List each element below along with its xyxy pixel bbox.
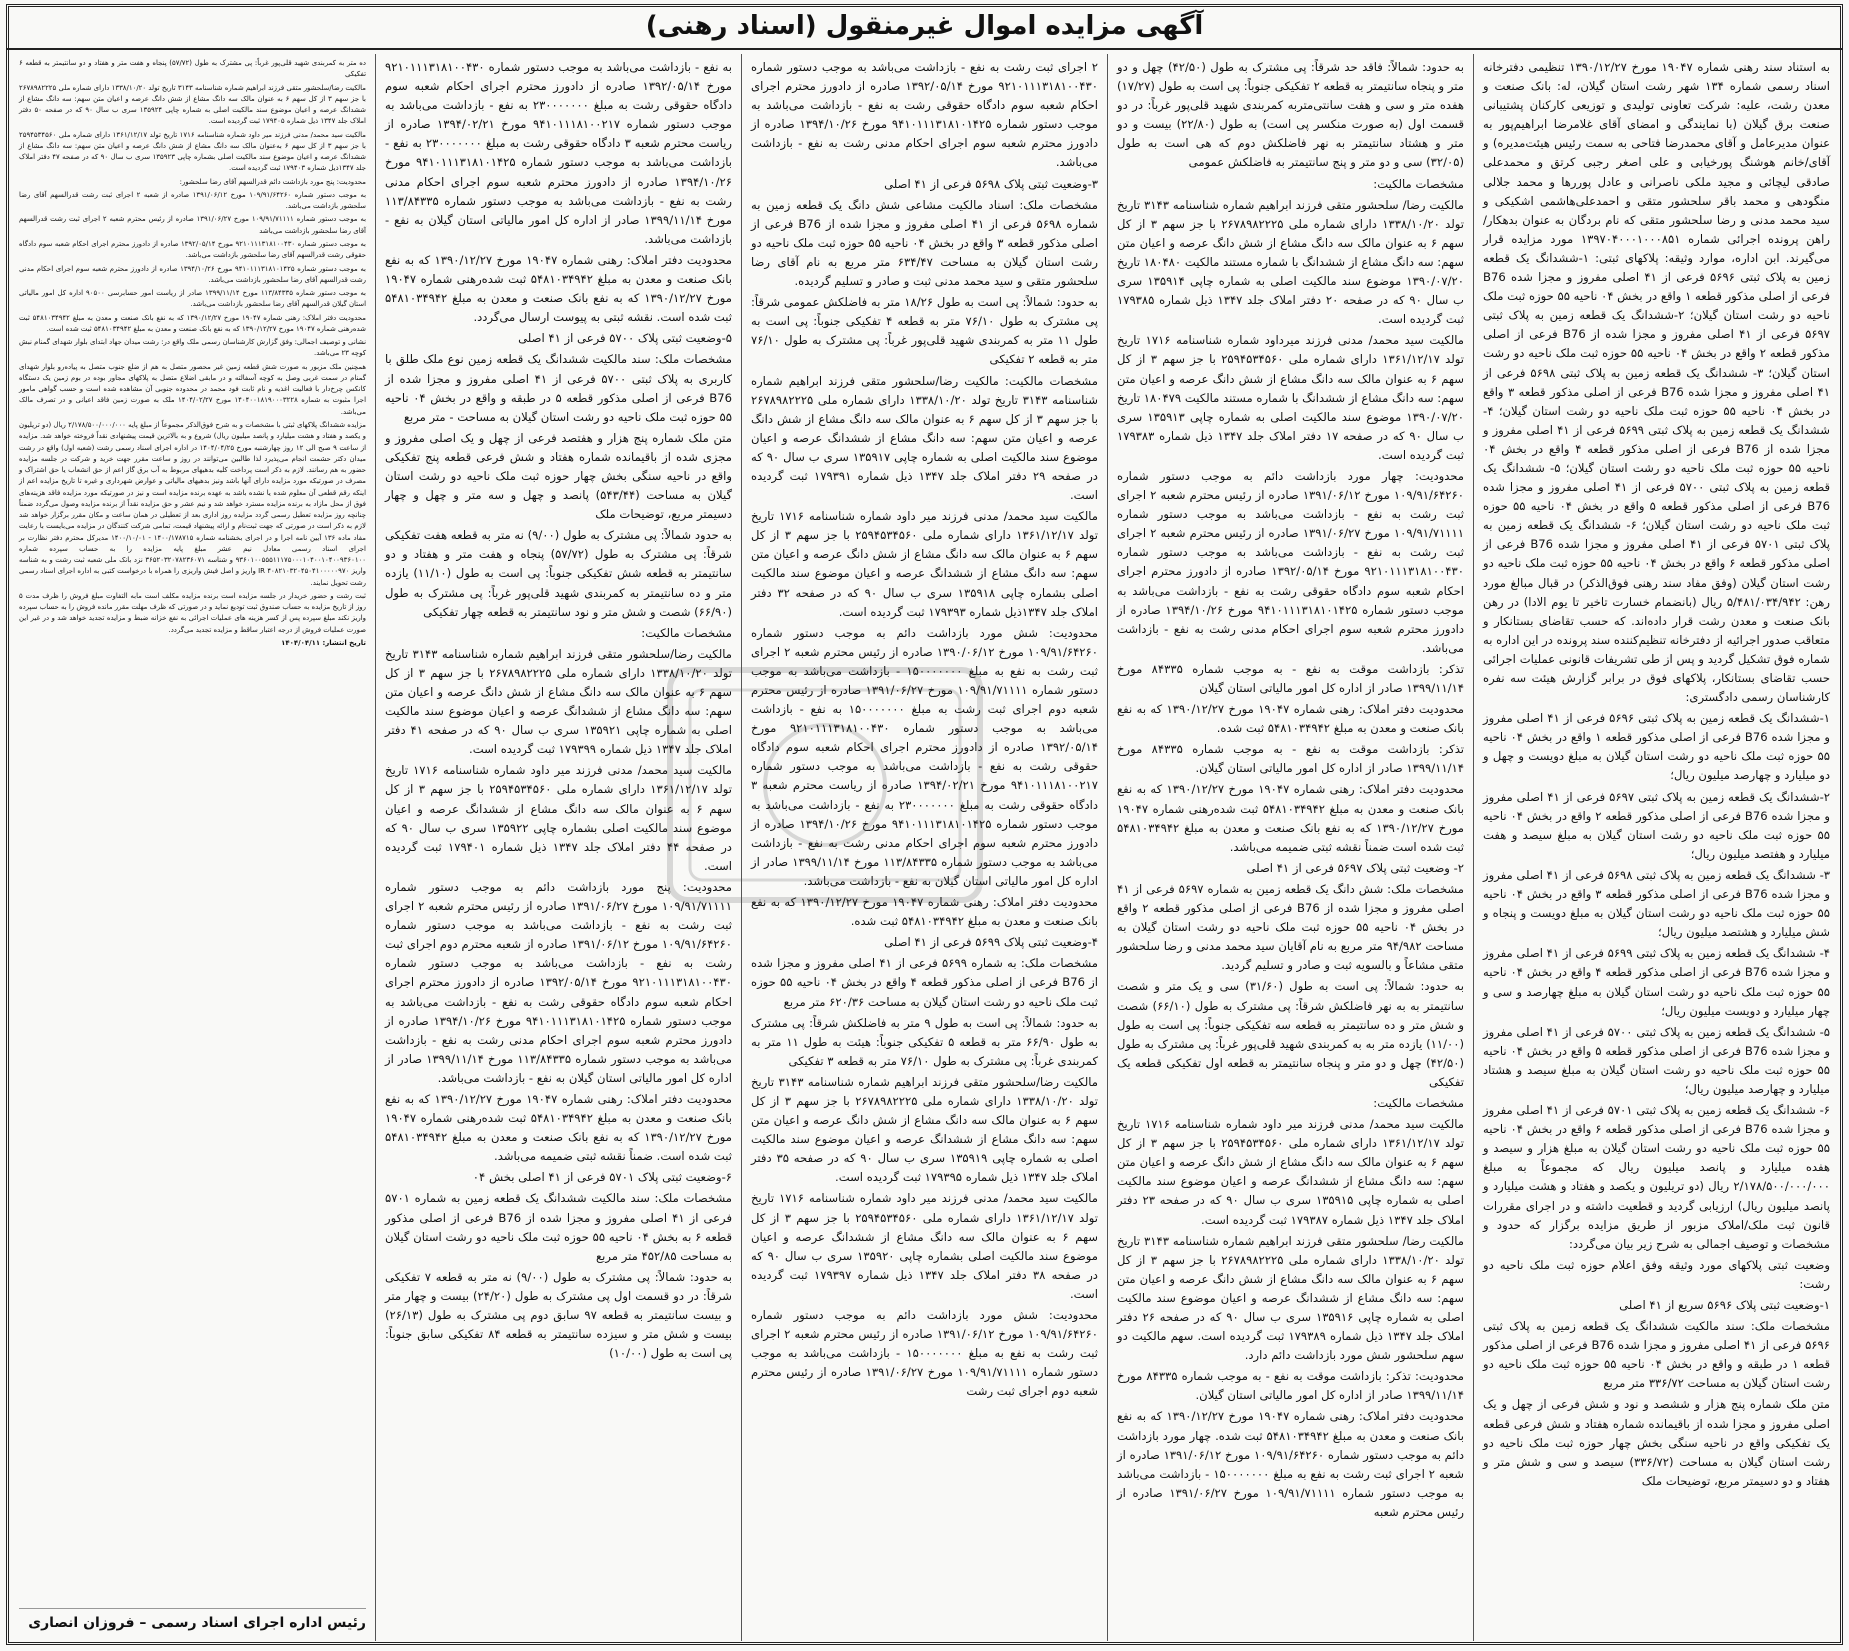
column-1-paragraph: ۶- ششدانگ یک قطعه زمین به پلاک ثبتی ۵۷۰۱ فرعی از ۴۱ اصلی مفروز و مجزا شده B76 فرعی از اصلی مذکور قطعه ۶ واقع در بخش ۰۴ ناحیه ۵۵ حوزه ثبت ملک ناحیه دو رشت استان گیلان به مبلغ هزار و سیصد و هفده میلیارد و پانصد میلیون ریال که مجموعاً به مبلغ ۲/۱۷۸/۵۰۰/۰۰۰/۰۰۰ ریال (دو تریلیون و یکصد و هفتاد و هشت میلیارد و پانصد میلیون ریال) ارزیابی گردید و قطعیت داشته و در اجرای مقررات قانون ثبت ملک/املاک مزبور از طریق مزایده برگزار که حدود و مشخصات و توصیف اجمالی به شرح زیر بیان می‌گردد:: [1483, 1103, 1830, 1251]
column-4: [375, 54, 741, 1641]
column-4-paragraph: متن ملک شماره پنج هزار و هفتصد فرعی از چهل و یک اصلی مفروز و مجزی شده از باقیمانده شماره هفتاد و شش فرعی قطعه پنج تفکیکی واقع در ناحیه سنگی بخش چهار حوزه ثبت ملک ناحیه دو رشت استان گیلان به مساحت (۵۴۳/۴۴) پانصد و چهل و سه متر و چهل و چهار دسیمتر مربع، توضیحات ملک: [385, 430, 732, 522]
column-3-paragraph: به حدود: شمالاً: پی است به طول ۱۸/۲۶ متر به فاضلکش عمومی شرقاً: پی مشترک به طول ۷۶/۱۰ متر به قطعه ۴ تفکیکی جنوباً: پی است به طول ۱۱ متر به کمربندی شهید قلی‌پور غرباً: پی مشترک به طول ۷۶/۱۰ متر به قطعه ۲ تفکیکی: [751, 295, 1099, 367]
column-1-paragraph: ۱-وضعیت ثبتی پلاک ۵۶۹۶ سریع از ۴۱ اصلی: [1619, 1298, 1830, 1312]
column-2: [1107, 54, 1473, 1641]
column-3-paragraph: محدودیت دفتر املاک: رهنی شماره ۱۹۰۴۷ مورخ ۱۳۹۰/۱۲/۲۷ که به نفع بانک صنعت و معدن به مبلغ ۵۴۸۱۰۳۴۹۴۲ ثبت شده.: [751, 895, 1099, 929]
column-4-paragraph: مالکیت سید محمد/ مدنی فرزند میر داود شماره شناسنامه ۱۷۱۶ تاریخ تولد ۱۳۶۱/۱۲/۱۷ دارای شماره ملی ۲۵۹۴۵۳۴۵۶۰ با جز سهم ۳ از کل سهم ۶ به عنوان مالک سه دانگ مشاع از ششدانگ عرصه و اعیان موضوع سند مالکیت اصلی بشماره چاپی ۱۳۵۹۲۲ سری ب سال ۹۰ که در صفحه ۴۴ دفتر املاک جلد ۱۳۴۷ ذیل شماره ۱۷۹۴۰۱ ثبت گردیده است.: [385, 763, 733, 873]
column-2-paragraph: تذکر: بازداشت موقت به نفع - به موجب شماره ۸۴۳۳۵ مورخ ۱۳۹۹/۱۱/۱۴ صادر از اداره کل امور مالیاتی استان گیلان: [1117, 661, 1465, 695]
column-3-paragraph: مشخصات ملک: به شماره ۵۶۹۹ فرعی از ۴۱ اصلی مفروز و مجزا شده از B76 فرعی از اصلی مذکور قطعه ۴ واقع در بخش ۰۴ ناحیه ۵۵ حوزه ثبت ملک ناحیه دو رشت استان گیلان به مساحت ۶۲۰/۳۶ متر مربع: [751, 956, 1099, 1009]
column-5-paragraph: نشانی و توصیف اجمالی: وفق گزارش کارشناسان رسمی ملک واقع در: رشت میدان جهاد ابتدای بلوار شهدای گمنام نبش کوچه ۲۳ می‌باشد.: [19, 338, 366, 358]
column-5-paragraph: ده متر به کمربندی شهید قلی‌پور غرباً: پی مشترک به طول (۵۷/۷۲) پنجاه و هفت متر و هفتاد و دو سانتیمتر به قطعه ۶ تفکیکی: [19, 59, 366, 79]
column-5: [10, 54, 375, 1641]
column-4-paragraph: ۵-وضعیت ثبتی پلاک ۵۷۰۰ فرعی از ۴۱ اصلی: [518, 331, 732, 346]
column-3-paragraph: محدودیت: شش مورد بازداشت دائم به موجب دستور شماره ۱۰۹/۹۱/۶۴۲۶۰ مورخ ۱۳۹۰/۰۶/۱۲ صادره از رئیس محترم شعبه ۲ اجرای ثبت رشت به نفع به مبلغ ۱۵۰۰۰۰۰۰۰ - بازداشت می‌باشد به موجب دستور شماره ۱۰۹/۹۱/۷۱۱۱۱ مورخ ۱۳۹۱/۰۶/۲۷ صادره از رئیس محترم شعبه دوم اجرای ثبت رشت به مبلغ ۱۵۰۰۰۰۰۰۰ به نفع - بازداشت می‌باشد به موجب دستور شماره ۹۲۱۰۱۱۱۳۱۸۱۰۰۴۳۰ مورخ ۱۳۹۲/۰۵/۱۴ صادره از دادورز محترم اجرای احکام شعبه سوم دادگاه حقوقی رشت به نفع - بازداشت می‌باشد به موجب دستور شماره ۹۴۱۰۱۱۱۸۱۰۰۲۱۷ مورخ ۱۳۹۴/۰۲/۲۱ صادره از ریاست محترم شعبه ۳ دادگاه حقوقی رشت به مبلغ ۲۳۰۰۰۰۰۰۰ به نفع - بازداشت می‌باشد به موجب دستور شماره ۹۴۱۰۱۱۱۳۱۸۱۰۱۴۲۵ مورخ ۱۳۹۴/۱۰/۲۶ صادره از دادورز محترم شعبه سوم اجرای احکام مدنی رشت به نفع - بازداشت می‌باشد به موجب دستور شماره ۱۱۳/۸۴۳۳۵ مورخ ۱۳۹۹/۱۱/۱۴ صادر از اداره کل امور مالیاتی استان گیلان به نفع - بازداشت می‌باشد.: [751, 625, 1099, 888]
column-4-paragraph: مشخصات ملک: سند مالکیت ششدانگ یک قطعه زمین نوع ملک طلق با کاربری به پلاک ثبتی ۵۷۰۰ فرعی از ۴۱ اصلی مفروز و مجزا شده از B76 فرعی از اصلی مذکور قطعه ۵ در طبقه و واقع در بخش ۰۴ ناحیه ۵۵ حوزه ثبت ملک ناحیه دو رشت استان گیلان به مساحت - متر مربع: [385, 352, 732, 424]
column-2-paragraph: مشخصات مالکیت:: [1373, 1095, 1464, 1110]
column-2-paragraph: مالکیت رضا/ سلحشور متقی فرزند ابراهیم شماره شناسنامه ۳۱۴۳ تاریخ تولد ۱۳۳۸/۱۰/۲۰ دارای شماره ملی ۲۶۷۸۹۸۲۲۲۵ با جز سهم ۳ از کل سهم ۶ به عنوان مالک سه دانگ مشاع از شش دانگ عرصه و اعیان متن سهم: سه دانگ مشاع از ششدانگ عرصه و اعیان موضوع سند مالکیت اصلی به شماره چاپی ۱۳۵۹۱۶ سری ب سال ۹۰ که در صفحه ۲۶ دفتر املاک جلد ۱۳۴۷ ذیل شماره ۱۷۹۳۸۹ ثبت گردیده است. سهم مالکیت دو سهم سلحشور شش مورد بازداشت دائم دارد.: [1117, 1233, 1465, 1363]
page-title: آگهی مزایده اموال غیرمنقول (اسناد رهنی): [645, 11, 1204, 41]
column-4-paragraph: مشخصات ملک: سند مالکیت ششدانگ یک قطعه زمین به شماره ۵۷۰۱ فرعی از ۴۱ اصلی مفروز و مجزا شده از B76 فرعی از اصلی مذکور قطعه ۶ به بخش ۰۴ ناحیه ۵۵ حوزه ثبت ملک ناحیه دو رشت استان گیلان به مساحت ۴۵۲/۸۵ متر مربع: [385, 1191, 733, 1263]
column-2-paragraph: به حدود: شمالاً: پی است به طول (۳۱/۶۰) سی و یک متر و شصت سانتیمتر به به نهر فاضلکش شرقاً: پی مشترک به طول (۶۶/۱۰) شصت و شش متر و ده سانتیمتر به قطعه سه تفکیکی جنوباً: پی است به طول (۱۱/۰۰) یازده متر به به کمربندی شهید قلی‌پور غرباً: پی مشترک به طول (۴۲/۵۰) چهل و دو متر و پنجاه سانتیمتر به قطعه اول تفکیکی قطعه یک تفکیکی: [1117, 979, 1464, 1089]
column-5-paragraph: به موجب دستور شماره ۱۰۹/۹۱/۶۴۲۶۰ مورخ ۱۳۹۱/۰۶/۱۲ صادره از شعبه ۲ اجرای ثبت رشت قدرالسهم آقای رضا سلحشور بازداشت می‌باشد.: [19, 190, 366, 211]
column-1-paragraph: ۳- ششدانگ یک قطعه زمین به پلاک ثبتی ۵۶۹۸ فرعی از ۴۱ اصلی مفروز و مجزا شده B76 فرعی از اصلی مذکور قطعه ۳ واقع در بخش ۰۴ ناحیه ۵۵ حوزه ثبت ملک ناحیه دو رشت استان گیلان به مبلغ دویست و پنجاه و شش میلیارد و هشتصد میلیون ریال؛: [1483, 867, 1830, 940]
column-2-paragraph: محدودیت دفتر املاک: رهنی شماره ۱۹۰۴۷ مورخ ۱۳۹۰/۱۲/۲۷ که به نفع بانک صنعت و معدن به مبلغ ۵۴۸۱۰۳۴۹۴۲ ثبت شده‌رهنی شماره ۱۹۰۴۷ مورخ ۱۳۹۰/۱۲/۲۷ که به نفع بانک صنعت و معدن به مبلغ ۵۴۸۱۰۳۴۹۴۲ ثبت شده است ضمناً نقشه ثبتی ضمیمه می‌باشد.: [1117, 782, 1465, 854]
column-2-paragraph: مالکیت سید محمد/ مدنی فرزند میرداود شماره شناسنامه ۱۷۱۶ تاریخ تولد ۱۳۶۱/۱۲/۱۷ دارای شماره ملی ۲۵۹۴۵۳۴۵۶۰ با جز سهم ۳ از کل سهم ۶ به عنوان مالک سه دانگ مشاع از شش دانگ عرصه و اعیان متن سهم: سه دانگ مشاع از ششدانگ با شماره مستند مالکیت ۱۸۰۴۷۹ تاریخ ۱۳۹۰/۰۷/۲۰ موضوع سند مالکیت اصلی به شماره چاپی ۱۳۵۹۱۳ سری ب سال ۹۰ که در صفحه ۱۷ دفتر املاک جلد ۱۳۴۷ ذیل شماره ۱۷۹۳۸۳ ثبت گردیده است.: [1117, 333, 1465, 462]
column-2-paragraph: مالکیت رضا/ سلحشور متقی فرزند ابراهیم شماره شناسنامه ۳۱۴۳ تاریخ تولد ۱۳۳۸/۱۰/۲۰ دارای شماره ملی ۲۶۷۸۹۸۲۲۲۵ با جز سهم ۳ از کل سهم ۶ به عنوان مالک سه دانگ مشاع از شش دانگ عرصه و اعیان متن سهم: سه دانگ مشاع از ششدانگ با شماره مستند مالکیت ۱۸۰۴۸۰ تاریخ ۱۳۹۰/۰۷/۲۰ موضوع سند مالکیت اصلی به شماره چاپی ۱۳۵۹۱۴ سری ب سال ۹۰ که در صفحه ۲۰ دفتر املاک جلد ۱۳۴۷ ذیل شماره ۱۷۹۳۸۵ ثبت گردیده است.: [1117, 197, 1465, 327]
column-2-paragraph: مالکیت سید محمد/ مدنی فرزند میر داود شماره شناسنامه ۱۷۱۶ تاریخ تولد ۱۳۶۱/۱۲/۱۷ دارای شماره ملی ۲۵۹۴۵۳۴۵۶۰ با جز سهم ۳ از کل سهم ۶ به عنوان مالک سه دانگ مشاع از شش دانگ عرصه و اعیان متن سهم: سه دانگ مشاع از ششدانگ عرصه و اعیان موضوع سند مالکیت اصلی به شماره چاپی ۱۳۵۹۱۵ سری ب سال ۹۰ که در صفحه ۲۳ دفتر املاک جلد ۱۳۴۷ ذیل شماره ۱۷۹۳۸۷ ثبت گردیده است.: [1117, 1117, 1464, 1227]
column-3-paragraph: ۴-وضعیت ثبتی پلاک ۵۶۹۹ فرعی از ۴۱ اصلی: [884, 935, 1098, 950]
column-5-paragraph: به موجب دستور شماره ۹۴۱۰۱۱۱۳۱۸۱۰۱۴۲۵ مورخ ۱۳۹۴/۱۰/۲۶ صادره از دادورز محترم شعبه سوم اجرای احکام مدنی رشت قدرالسهم آقای رضا سلحشور بازداشت می‌باشد.: [19, 264, 366, 284]
column-4-paragraph: به حدود شمالاً: پی مشترک به طول (۹/۰۰) نه متر به قطعه هفت تفکیکی شرقاً: پی مشترک به طول (۵۷/۷۲) پنجاه و هفت متر و هفتاد و دو سانتیمتر به قطعه شش تفکیکی جنوباً: پی است به طول (۱۱/۱۰) یازده متر و ده سانتیمتر به کمربندی شهید قلی‌پور غرباً: پی مشترک به طول (۶۶/۹۰) شصت و شش متر و نود سانتیمتر به قطعه چهار تفکیکی: [385, 528, 732, 619]
column-3: [741, 54, 1107, 1641]
column-3-paragraph: محدودیت: شش مورد بازداشت دائم به موجب دستور شماره ۱۰۹/۹۱/۶۴۲۶۰ مورخ ۱۳۹۱/۰۶/۱۲ صادره از رئیس محترم شعبه ۲ اجرای ثبت رشت به نفع به مبلغ ۱۵۰۰۰۰۰۰۰ - بازداشت می‌باشد به موجب دستور شماره ۱۰۹/۹۱/۷۱۱۱۱ مورخ ۱۳۹۱/۰۶/۲۷ صادره از رئیس محترم شعبه دوم اجرای ثبت رشت: [751, 1308, 1098, 1399]
column-2-paragraph: مشخصات مالکیت:: [1373, 176, 1464, 191]
column-5-paragraph: مالکیت رضا/سلحشور متقی فرزند ابراهیم شماره شناسنامه ۳۱۴۳ تاریخ تولد ۱۳۳۸/۱۰/۲۰ دارای شماره ملی ۲۶۷۸۹۸۲۲۲۵ با جز سهم ۳ از کل سهم ۶ به عنوان مالک سه دانگ مشاع از شش دانگ عرصه و اعیان متن سهم: سه دانگ مشاع از ششدانگ عرصه و اعیان موضوع سند مالکیت اصلی به شماره چاپی ۱۳۵۹۲۴ سری ب سال ۹۰ که در صفحه ۵۰ دفتر املاک جلد ۱۳۴۷ ذیل شماره ۱۷۹۴۰۵ ثبت گردیده است.: [19, 83, 366, 126]
column-1-paragraph: ۴- ششدانگ یک قطعه زمین به پلاک ثبتی ۵۶۹۹ فرعی از ۴۱ اصلی مفروز و مجزا شده B76 فرعی از اصلی مذکور قطعه ۴ واقع در بخش ۰۴ ناحیه ۵۵ حوزه ثبت ملک ناحیه دو رشت استان گیلان به مبلغ چهارصد و سی و چهار میلیارد و دویست میلیون ریال؛: [1483, 946, 1830, 1018]
column-5-paragraph: همچنین ملک مزبور به صورت شش قطعه زمین غیر محصور متصل به هم از ضلع جنوب متصل به پیاده‌رو بلوار شهدای گمنام در سمت غربی وصل به کوچه آسفالته و در مابقی اضلاع متصل به پلاکهای مجاور بوده در بوم زمین یک دستگاه کانکس چرخ‌دار با فعالیت اغذیه و نام ثابت فود محمد در محدوده جنوبی آن مشاهده شده است و حسب گواهی مامور اجرا مثبوت به شماره ۱۴۰۴۰۰۱۸۱۹۰۰۰۳۲۲۸ مورخ ۱۴۰۴/۰۲/۲۷ ملک به صورت زمین فاقد اعیانی و در تصرف مالک می‌باشد.: [19, 362, 366, 416]
column-5-extra: [19, 638, 366, 649]
column-2-paragraph: مشخصات ملک: شش دانگ یک قطعه زمین به شماره ۵۶۹۷ فرعی از ۴۱ اصلی مفروز و مجزا شده از B76 فرعی از اصلی مذکور قطعه ۲ واقع در بخش ۰۴ ناحیه ۵۵ حوزه ثبت ملک ناحیه دو رشت استان گیلان به مساحت ۹۴/۹۸۲ متر مربع به نام آقایان سید محمد مدنی و رضا سلحشور متقی مشاعاً و بالسویه ثبت و صادر و تسلیم گردید.: [1117, 881, 1464, 973]
column-5-paragraph: محدودیت: پنج مورد بازداشت دائم قدرالسهم آقای رضا سلحشور:: [179, 177, 366, 186]
column-1-paragraph: متن ملک شماره پنج هزار و ششصد و نود و شش فرعی از چهل و یک اصلی مفروز و مجزا شده از باقیمانده شماره هفتاد و شش فرعی قطعه یک تفکیکی واقع در ناحیه سنگی بخش چهار حوزه ثبت ملک ناحیه دو رشت استان گیلان به مساحت (۳۳۶/۷۲) سیصد و سی و شش متر و هفتاد و دو دسیمتر مربع، توضیحات ملک: [1483, 1397, 1830, 1488]
column-2-paragraph: محدودیت دفتر املاک: رهنی شماره ۱۹۰۴۷ مورخ ۱۳۹۰/۱۲/۲۷ که به نفع بانک صنعت و معدن به مبلغ ۵۴۸۱۰۳۴۹۴۲ ثبت شده.: [1117, 702, 1465, 736]
column-1-paragraph: ۱-ششدانگ یک قطعه زمین به پلاک ثبتی ۵۶۹۶ فرعی از ۴۱ اصلی مفروز و مجزا شده B76 فرعی از اصلی مذکور قطعه ۱ واقع در بخش ۰۴ ناحیه ۵۵ حوزه ثبت ملک ناحیه دو رشت استان گیلان به مبلغ دویست و چهل و دو میلیارد و چهارصد میلیون ریال؛: [1483, 711, 1830, 783]
column-1-paragraph: ۵- ششدانگ یک قطعه زمین به پلاک ثبتی ۵۷۰۰ فرعی از ۴۱ اصلی مفروز و مجزا شده B76 فرعی از اصلی مذکور قطعه ۵ واقع در بخش ۰۴ ناحیه ۵۵ حوزه ثبت ملک ناحیه دو رشت استان گیلان به مبلغ سیصد و هشتاد میلیارد و چهارصد میلیون ریال؛: [1483, 1024, 1830, 1096]
column-4-paragraph: مشخصات مالکیت:: [641, 625, 732, 640]
column-2-paragraph: تذکر: بازداشت موقت به نفع - به موجب شماره ۸۴۳۳۵ مورخ ۱۳۹۹/۱۱/۱۴ صادر از اداره کل امور مالیاتی استان گیلان.: [1117, 742, 1465, 776]
column-4-paragraph: محدودیت دفتر املاک: رهنی شماره ۱۹۰۴۷ مورخ ۱۳۹۰/۱۲/۲۷ که به نفع بانک صنعت و معدن به مبلغ ۵۴۸۱۰۳۴۹۴۲ ثبت شده‌رهنی شماره ۱۹۰۴۷ مورخ ۱۳۹۰/۱۲/۲۷ که به نفع بانک صنعت و معدن به مبلغ ۵۴۸۱۰۳۴۹۴۲ ثبت شده است. نقشه ثبتی به پیوست ارسال می‌گردد.: [385, 252, 733, 325]
column-5-paragraph: محدودیت دفتر املاک: رهنی شماره ۱۹۰۴۷ مورخ ۱۳۹۰/۱۲/۲۷ که به نفع بانک صنعت و معدن به مبلغ ۵۴۸۱۰۳۴۹۴۲ ثبت شده‌رهنی شماره ۱۹۰۴۷ مورخ ۱۳۹۰/۱۲/۲۷ که به نفع بانک صنعت و معدن به مبلغ ۵۴۸۱۰۳۴۹۴۲ ثبت شده است.: [19, 313, 366, 333]
column-4-paragraph: ۶-وضعیت ثبتی پلاک ۵۷۰۱ فرعی از ۴۱ اصلی بخش ۰۴: [472, 1170, 732, 1185]
column-4-paragraph: محدودیت: پنج مورد بازداشت دائم به موجب دستور شماره ۱۰۹/۹۱/۷۱۱۱۱ مورخ ۱۳۹۱/۰۶/۲۷ صادره از رئیس محترم شعبه ۲ اجرای ثبت رشت به نفع - بازداشت می‌باشد به موجب دستور شماره ۱۰۹/۹۱/۶۴۲۶۰ مورخ ۱۳۹۱/۰۶/۱۲ صادره از شعبه محترم دوم اجرای ثبت رشت به نفع - بازداشت می‌باشد به موجب دستور شماره ۹۲۱۰۱۱۱۳۱۸۱۰۰۴۳۰ مورخ ۱۳۹۲/۰۵/۱۴ صادره از دادورز محترم اجرای احکام شعبه سوم دادگاه حقوقی رشت به نفع - بازداشت می‌باشد به موجب دستور شماره ۹۴۱۰۱۱۱۳۱۸۱۰۱۴۲۵ مورخ ۱۳۹۴/۱۰/۲۶ صادره از دادورز محترم شعبه سوم اجرای احکام مدنی رشت به نفع - بازداشت می‌باشد به موجب دستور شماره ۱۱۳/۸۴۳۳۵ مورخ ۱۳۹۹/۱۱/۱۴ صادر از اداره کل امور مالیاتی استان گیلان به نفع - بازداشت می‌باشد.: [385, 879, 732, 1085]
column-3-paragraph: مالکیت سید محمد/ مدنی فرزند میر داود شماره شناسنامه ۱۷۱۶ تاریخ تولد ۱۳۶۱/۱۲/۱۷ دارای شماره ملی ۲۵۹۴۵۳۴۵۶۰ با جز سهم ۳ از کل سهم ۶ به عنوان مالک سه دانگ مشاع از ششدانگ عرصه و اعیان موضوع سند مالکیت اصلی بشماره چاپی ۱۳۵۹۲۰ سری ب سال ۹۰ که در صفحه ۳۸ دفتر املاک جلد ۱۳۴۷ ذیل شماره ۱۷۹۳۹۷ ثبت گردیده است.: [751, 1191, 1099, 1301]
column-5-paragraph: به موجب دستور شماره ۱۰۹/۹۱/۷۱۱۱۱ مورخ ۱۳۹۱/۰۶/۲۷ صادره از رئیس محترم شعبه ۲ اجرای ثبت رشت قدرالسهم آقای رضا سلحشور بازداشت می‌باشد: [19, 215, 366, 235]
column-1-paragraph: وضعیت ثبتی پلاکهای مورد وثیقه وفق اعلام حوزه ثبت ملک ناحیه دو رشت:: [1483, 1257, 1830, 1291]
column-3-paragraph: مالکیت رضا/سلحشور متقی فرزند ابراهیم شماره شناسنامه ۳۱۴۳ تاریخ تولد ۱۳۳۸/۱۰/۲۰ دارای شماره ملی ۲۶۷۸۹۸۲۲۲۵ با جز سهم ۳ از کل سهم ۶ به عنوان مالک سه دانگ مشاع از شش دانگ عرصه و اعیان متن سهم: سه دانگ مشاع از ششدانگ عرصه و اعیان موضوع سند مالکیت اصلی به شماره چاپی ۱۳۵۹۱۹ سری ب سال ۹۰ که در صفحه ۳۵ دفتر املاک جلد ۱۳۴۷ ذیل شماره ۱۷۹۳۹۵ ثبت گردیده است.: [751, 1074, 1098, 1185]
column-2-paragraph: محدودیت دفتر املاک: رهنی شماره ۱۹۰۴۷ مورخ ۱۳۹۰/۱۲/۲۷ که به نفع بانک صنعت و معدن به مبلغ ۵۴۸۱۰۳۴۹۴۲ ثبت شده. چهار مورد بازداشت دائم به موجب دستور شماره ۱۰۹/۹۱/۶۴۲۶۰ مورخ ۱۳۹۱/۰۶/۱۲ صادره از شعبه ۲ اجرای ثبت رشت به نفع به مبلغ ۱۵۰۰۰۰۰۰۰ - بازداشت می‌باشد به موجب دستور شماره ۱۰۹/۹۱/۷۱۱۱۱ مورخ ۱۳۹۱/۰۶/۲۷ صادره از رئیس محترم شعبه: [1117, 1409, 1465, 1519]
signature-line: رئیس اداره اجرای اسناد رسمی – فروزان انصاری: [19, 1608, 366, 1637]
column-1-paragraph: به استناد سند رهنی شماره ۱۹۰۴۷ مورخ ۱۳۹۰/۱۲/۲۷ تنظیمی دفترخانه اسناد رسمی شماره ۱۳۴ شهر رشت استان گیلان، له: بانک صنعت و معدن رشت، علیه: شرکت تعاونی تولیدی و توزیعی کارکنان پشتیبانی صنعت برق گیلان (با نمایندگی و امضای آقای غلامرضا ابراهیم‌پور به عنوان مدیرعامل و آقای محمدرضا فتاحی به سمت رئیس هیئت‌مدیره) و آقای/خانم هوشنگ پورخیابی و علی اصغر رجبی کرتق و محمدعلی صادقی لیچائی و مجید ملکی ناصرانی و عادل پوررها و محمد جلالی منگودهی و محمد باقر سلحشور متقی و احمدعلی‌هاشمی اشکیکی و سید محمد مدنی و رضا سلحشور متقی که نام بردگان به عنوان بدهکار/راهن پرونده اجرائی شماره ۱۳۹۷۰۴۰۰۰۱۰۰۰۸۵۱ مورد مزایده قرار می‌گیرند. ابن اداره، موارد وثیقه: پلاکهای ثبتی: ۱-ششدانگ یک قطعه زمین به پلاک ثبتی ۵۶۹۶ فرعی از ۴۱ اصلی مفروز و مجزا شده B76 فرعی از اصلی مذکور قطعه ۱ واقع در بخش ۰۴ ناحیه ۵۵ حوزه ثبت ملک ناحیه دو رشت استان گیلان؛ ۲-ششدانگ یک قطعه زمین به پلاک ثبتی ۵۶۹۷ فرعی از ۴۱ اصلی مفروز و مجزا شده از B76 فرعی از اصلی مذکور قطعه ۲ واقع در بخش ۰۴ ناحیه ۵۵ حوزه ثبت ملک ناحیه دو رشت استان گیلان؛ ۳- ششدانگ یک قطعه زمین به پلاک ثبتی ۵۶۹۸ فرعی از ۴۱ اصلی مفروز و مجزا شده B76 فرعی از اصلی مذکور قطعه ۳ واقع در بخش ۰۴ ناحیه ۵۵ حوزه ثبت ملک ناحیه دو رشت استان گیلان؛ ۴- ششدانگ یک قطعه زمین به پلاک ثبتی ۵۶۹۹ فرعی از ۴۱ اصلی مفروز و مجزا شده از B76 فرعی از اصلی مذکور قطعه ۴ واقع در بخش ۰۴ ناحیه ۵۵ حوزه ثبت ملک ناحیه دو رشت استان گیلان؛ ۵- ششدانگ یک قطعه زمین به پلاک ثبتی ۵۷۰۰ فرعی از ۴۱ اصلی مفروز و مجزا شده B76 فرعی از اصلی مذکور قطعه ۵ واقع در بخش ۰۴ ناحیه ۵۵ حوزه ثبت ملک ناحیه دو رشت استان گیلان؛ ۶- ششدانگ یک قطعه زمین به پلاک ثبتی ۵۷۰۱ فرعی از ۴۱ اصلی مفروز و مجزا شده B76 فرعی از اصلی مذکور قطعه ۶ واقع در بخش ۰۴ ناحیه ۵۵ حوزه ثبت ملک ناحیه دو رشت استان گیلان (وفق مفاد سند رهنی فوق‌الذکر) در قبال مبالغ مورد رهن: ۵/۴۸۱/۰۳۴/۹۴۲ ریال (بانضمام خسارت تاخیر تا یوم الادا) در رهن بانک صنعت و معدن رشت قرار داده‌اند. که حسب تقاضای بستانکار و متعاقب صدور اجرائیه از دفترخانه تنظیم‌کننده سند پرونده در این اداره به شماره فوق تشکیل گردید و پس از طی تشریفات قانونی عملیات اجرائی حسب تقاضای بستانکار، پلاکهای فوق در برابر گزارش هیئت سه نفره کارشناسان رسمی دادگستری:: [1483, 60, 1831, 705]
column-4-paragraph: محدودیت دفتر املاک: رهنی شماره ۱۹۰۴۷ مورخ ۱۳۹۰/۱۲/۲۷ که به نفع بانک صنعت و معدن به مبلغ ۵۴۸۱۰۳۴۹۴۲ ثبت شده‌رهنی شماره ۱۹۰۴۷ مورخ ۱۳۹۰/۱۲/۲۷ که به نفع بانک صنعت و معدن به مبلغ ۵۴۸۱۰۳۴۹۴۲ ثبت شده است. ضمناً نقشه ثبتی ضمیمه می‌باشد.: [385, 1091, 733, 1164]
column-2-paragraph: ۲- وضعیت ثبتی پلاک ۵۶۹۷ فرعی از ۴۱ اصلی: [1246, 860, 1464, 875]
column-4-paragraph: به نفع - بازداشت می‌باشد به موجب دستور شماره ۹۲۱۰۱۱۱۳۱۸۱۰۰۴۳۰ مورخ ۱۳۹۲/۰۵/۱۴ صادره از دادورز محترم اجرای احکام شعبه سوم دادگاه حقوقی رشت به مبلغ ۲۳۰۰۰۰۰۰۰ به نفع - بازداشت می‌باشد به موجب دستور شماره ۹۴۱۰۱۱۱۸۱۰۰۲۱۷ مورخ ۱۳۹۴/۰۲/۲۱ صادره از ریاست محترم شعبه ۳ دادگاه حقوقی رشت به مبلغ ۲۳۰۰۰۰۰۰۰ به نفع - بازداشت می‌باشد به موجب دستور شماره ۹۴۱۰۱۱۱۳۱۸۱۰۱۴۲۵ مورخ ۱۳۹۴/۱۰/۲۶ صادره از دادورز محترم شعبه سوم اجرای احکام مدنی رشت به نفع - بازداشت می‌باشد به موجب دستور شماره ۱۱۳/۸۴۳۳۵ مورخ ۱۳۹۹/۱۱/۱۴ صادر از اداره کل امور مالیاتی استان گیلان به نفع - بازداشت می‌باشد.: [385, 60, 733, 246]
column-4-paragraph: به حدود: شمالاً: پی مشترک به طول (۹/۰۰) نه متر به قطعه ۷ تفکیکی شرقاً: در دو قسمت اول پی مشترک به طول (۲۴/۲۰) بیست و چهار متر و بیست سانتیمتر به قطعه ۹۷ سابق دوم پی مشترک به طول (۲۶/۱۳) بیست و شش متر و سیزده سانتیمتر به قطعه ۸۴ تفکیکی سابق جنوباً: پی است به طول (۱۰/۰۰): [385, 1269, 732, 1361]
column-2-paragraph: محدودیت: چهار مورد بازداشت دائم به موجب دستور شماره ۱۰۹/۹۱/۶۴۲۶۰ مورخ ۱۳۹۱/۰۶/۱۲ صادره از رئیس محترم شعبه ۲ اجرای ثبت رشت به نفع - بازداشت می‌باشد به موجب دستور شماره ۱۰۹/۹۱/۷۱۱۱۱ مورخ ۱۳۹۱/۰۶/۲۷ صادره از رئیس محترم شعبه ۲ اجرای ثبت رشت به نفع - بازداشت می‌باشد به موجب دستور شماره ۹۲۱۰۱۱۱۳۱۸۱۰۰۴۳۰ مورخ ۱۳۹۲/۰۵/۱۴ صادره از دادورز محترم اجرای احکام شعبه سوم دادگاه حقوقی رشت به نفع - بازداشت می‌باشد به موجب دستور شماره ۹۴۱۰۱۱۱۳۱۸۱۰۱۴۲۵ مورخ ۱۳۹۴/۱۰/۲۶ صادره از دادورز محترم شعبه سوم اجرای احکام مدنی رشت به نفع - بازداشت می‌باشد.: [1117, 468, 1464, 655]
column-3-paragraph: مشخصات مالکیت: مالکیت رضا/سلحشور متقی فرزند ابراهیم شماره شناسنامه ۳۱۴۳ تاریخ تولد ۱۳۳۸/۱۰/۲۰ دارای شماره ملی ۲۶۷۸۹۸۲۲۲۵ با جز سهم ۳ از کل سهم ۶ به عنوان مالک سه دانگ مشاع از شش دانگ عرصه و اعیان متن سهم: سه دانگ مشاع از ششدانگ عرصه و اعیان موضوع سند مالکیت اصلی به شماره چاپی ۱۳۵۹۱۷ سری ب سال ۹۰ که در صفحه ۲۹ دفتر املاک جلد ۱۳۴۷ ذیل شماره ۱۷۹۳۹۱ ثبت گردیده است.: [751, 373, 1098, 503]
column-4-paragraph: مالکیت رضا/سلحشور متقی فرزند ابراهیم شماره شناسنامه ۳۱۴۳ تاریخ تولد ۱۳۳۸/۱۰/۲۰ دارای شماره ملی ۲۶۷۸۹۸۲۲۲۵ با جز سهم ۳ از کل سهم ۶ به عنوان مالک سه دانگ مشاع از شش دانگ عرصه و اعیان متن سهم: سه دانگ مشاع از ششدانگ عرصه و اعیان موضوع سند مالکیت اصلی به شماره چاپی ۱۳۵۹۲۱ سری ب سال ۹۰ که در صفحه ۴۱ دفتر املاک جلد ۱۳۴۷ ذیل شماره ۱۷۹۳۹۹ ثبت گردیده است.: [385, 646, 732, 757]
column-3-paragraph: مالکیت سید محمد/ مدنی فرزند میر داود شماره شناسنامه ۱۷۱۶ تاریخ تولد ۱۳۶۱/۱۲/۱۷ دارای شماره ملی ۲۵۹۴۵۳۴۵۶۰ با جز سهم ۳ از کل سهم ۶ به عنوان مالک سه دانگ مشاع از شش دانگ عرصه و اعیان متن سهم: سه دانگ مشاع از ششدانگ عرصه و اعیان موضوع سند مالکیت اصلی بشماره چاپی ۱۳۵۹۱۸ سری ب سال ۹۰ که در صفحه ۳۲ دفتر املاک جلد ۱۳۴۷ذیل شماره ۱۷۹۳۹۳ ثبت گردیده است.: [751, 509, 1098, 619]
column-5-paragraph: مزایده ششدانگ پلاکهای ثبتی با مشخصات و به شرح فوق‌الذکر مجموعاً از مبلغ پایه ۲/۱۷۸/۵۰۰/۰۰۰/۰۰۰ ریال (دو تریلیون و یکصد و هفتاد و هشت میلیارد و پانصد میلیون ریال) شروع و به بالاترین قیمت پیشنهادی نقداً فروخته خواهد شد. مزایده از ساعت ۹ صبح الی ۱۲ روز چهارشنبه مورخ ۱۴۰۴/۰۴/۲۵ در اداره اجرای اسناد رسمی رشت (شعبه اول) واقع در رشت میدان دکتر حشمت انجام می‌پذیرد لذا طالبین می‌توانند در روز و ساعت مقرر جهت خرید و شرکت در جلسه مزایده حضور به هم رسانند. لازم به ذکر است پرداخت کلیه بدهیهای مربوط به آب برق گاز اعم از حق انشعاب یا حق اشتراک و مصرف در صورتیکه مورد مزایده دارای آنها باشد ونیز بدهیهای مالیاتی و عوارض شهرداری و غیره تا تاریخ مزایده اعم از اینکه رقم قطعی آن معلوم شده یا نشده باشد به عهده برنده مزایده است و نیز در صورتیکه مورد مزایده فاقد هزینه‌های فوق از محل مازاد به برنده مزایده مسترد خواهد شد و نیم عشر و حق مزایده نقداً از برنده مزایده وصول می‌گردد ضمناً چنانچه روز مزایده تعطیل رسمی گردد مزایده روز اداری بعد از تعطیلی در همان ساعت و مکان مقرر برگزار خواهد شد لازم به ذکر است در صورتی که جهت ثبت‌نام و ارائه پیشنهاد قیمت، تمامی شرکت کنندگان در مزایده می‌بایست با رعایت مفاد ماده ۱۳۶ آیین نامه اجرا و در اجرای بخشنامه شماره ۱۴۰۰/۱۷۸۷۱۵ - ۱۴۰۰/۱۰/۰۱ مدیرکل محترم دفتر نظارت بر اجرای اسناد رسمی معادل نیم عشر مبلغ پایه مزایده را به حساب سپرده شماره ۹۳۶۰۱۰۰۵۵۵۱۱۱۷۵۰۰۰۱۰۴۰۰۱۰۴۰۰۹۳۶۰۱۰۰ و شناسه ۳۶۵۲۰۳۲۰۷۸۲۳۶۰۷۱ نزد بانک ملی شعبه ثبت رشت و به شناسه واریز ۴۰۸۲۱۰۳۲۰۴۵۰۴۱۰۰۰۰۰۹۷۰ IR واریز و اصل فیش واریزی را همراه با درخواست کتبی به اداره اجرای اسناد رسمی رشت تحویل نمایند.: [19, 420, 367, 587]
column-5-paragraph: به موجب دستور شماره ۱۱۳/۸۴۳۳۵ مورخ ۱۳۹۹/۱۱/۱۴ صادر از ریاست امور حسابرسی ۹۰۵۰۰ اداره کل امور مالیاتی استان گیلان قدرالسهم آقای رضا سلحشور بازداشت می‌باشد.: [19, 289, 366, 309]
column-1: [1473, 54, 1839, 1641]
column-3-paragraph: مشخصات ملک: اسناد مالکیت مشاعی شش دانگ یک قطعه زمین به شماره ۵۶۹۸ فرعی از ۴۱ اصلی مفروز و مجزا شده از B76 فرعی از اصلی مذکور قطعه ۳ واقع در بخش ۰۴ ناحیه ۵۵ حوزه ثبت ملک ناحیه دو رشت استان گیلان به مساحت ۶۳۴/۴۷ متر مربع به نام آقای رضا سلحشور متقی و سید محمد مدنی ثبت و صادر و تسلیم گردیده.: [751, 197, 1099, 289]
column-5-paragraph: ثبت رشت و حضور خریدار در جلسه مزایده است برنده مزایده مکلف است مابه التفاوت مبلغ فروش را ظرف مدت ۵ روز از تاریخ مزایده به حساب صندوق ثبت تودیع نماید و در صورتی که ظرف مهلت مقرر مانده فروش را به حساب سپرده واریز نکند مبلغ سپرده پس از کسر هزینه های عملیات اجرائی به نفع خزانه ضبط و مزایده تجدید خواهد شد و در غیر این صورت عملیات فروش از درجه اعتبار ساقط و مزایده تجدید می‌گردد.: [19, 591, 366, 634]
column-3-paragraph: به حدود: شمالاً: پی است به طول ۹ متر به فاضلکش شرقاً: پی مشترک به طول ۶۶/۹۰ متر به قطعه ۵ تفکیکی جنوباً: هیئت به طول ۱۱ متر به کمربندی غرباً: پی مشترک به طول ۷۶/۱۰ متر به قطعه ۳ تفکیکی: [751, 1015, 1098, 1068]
publish-date: تاریخ انتشار: ۱۴۰۴/۰۴/۱۱: [281, 639, 366, 648]
column-3-paragraph: ۲ اجرای ثبت رشت به نفع - بازداشت می‌باشد به موجب دستور شماره ۹۲۱۰۱۱۱۳۱۸۱۰۰۴۳۰ مورخ ۱۳۹۲/۰۵/۱۴ صادره از دادورز محترم اجرای احکام شعبه سوم دادگاه حقوقی رشت به نفع - بازداشت می‌باشد به موجب دستور شماره ۹۴۱۰۱۱۱۳۱۸۱۰۱۴۲۵ مورخ ۱۳۹۴/۱۰/۲۶ صادره از دادورز محترم شعبه سوم اجرای احکام مدنی رشت به نفع - بازداشت می‌باشد.: [751, 60, 1098, 170]
column-1-paragraph: مشخصات ملک: سند مالکیت ششدانگ یک قطعه زمین به پلاک ثبتی ۵۶۹۶ فرعی از ۴۱ اصلی مفروز و مجزا شده B76 فرعی از اصلی مذکور قطعه ۱ در طبقه و واقع در بخش ۰۴ ناحیه ۵۵ حوزه ثبت ملک ناحیه دو رشت استان گیلان به مساحت ۳۳۶/۷۲ متر مربع: [1483, 1319, 1831, 1391]
column-5-paragraph: به موجب دستور شماره ۹۲۱۰۱۱۱۳۱۸۱۰۰۴۳۰ مورخ ۱۳۹۲/۰۵/۱۴ صادره از دادورز محترم اجرای احکام شعبه سوم دادگاه حقوقی رشت قدرالسهم آقای رضا سلحشور بازداشت می‌باشد.: [19, 239, 366, 260]
title-bar: [6, 4, 1843, 50]
columns-container: [10, 54, 1839, 1641]
column-2-paragraph: به حدود: شمالاً: فاقد حد شرقاً: پی مشترک به طول (۴۲/۵۰) چهل و دو متر و پنجاه سانتیمتر به قطعه ۲ تفکیکی جنوباً: پی است به طول (۱۷/۲۷) هفده متر و سی و هفت سانتی‌متربه کمربندی شهید قلی‌پور غرباً: در دو قسمت اول (به صورت منکسر پی است) به طول (۲۲/۸۰) بیست و دو متر و هشتاد سانتیمتر به نهر فاضلکش دوم که هی است به طول (۳۲/۰۵) سی و دو متر و پنج سانتیمتر به فاضلکش عمومی: [1117, 60, 1464, 170]
column-2-paragraph: محدودیت: تذکر: بازداشت موقت به نفع - به موجب شماره ۸۴۳۳۵ مورخ ۱۳۹۹/۱۱/۱۴ صادر از اداره کل امور مالیاتی استان گیلان.: [1117, 1369, 1465, 1403]
column-5-paragraph: مالکیت سید محمد/ مدنی فرزند میر داود شماره شناسنامه ۱۷۱۶ تاریخ تولد ۱۳۶۱/۱۲/۱۷ دارای شماره ملی ۲۵۹۴۵۳۴۵۶۰ با جز سهم ۳ از کل سهم ۶ به‌عنوان مالک سه دانگ مشاع از شش دانگ عرصه و اعیان متن سهم: سه دانگ مشاع از ششدانگ عرصه و اعیان موضوع سند مالکیت اصلی بشماره چاپی ۱۳۵۹۲۳ سری ب سال ۹۰ که در صفحه ۴۷ دفتر املاک جلد ۱۳۴۷ذیل شماره ۱۷۹۴۰۳ ثبت گردیده است.: [19, 130, 366, 173]
column-1-paragraph: ۲-ششدانگ یک قطعه زمین به پلاک ثبتی ۵۶۹۷ فرعی از ۴۱ اصلی مفروز و مجزا شده B76 فرعی از اصلی مذکور قطعه ۲ واقع در بخش ۰۴ ناحیه ۵۵ حوزه ثبت ملک ناحیه دو رشت استان گیلان به مبلغ سیصد و هفت میلیارد و هفتصد میلیون ریال؛: [1483, 789, 1830, 861]
column-3-paragraph: ۳-وضعیت ثبتی پلاک ۵۶۹۸ فرعی از ۴۱ اصلی: [884, 176, 1098, 191]
